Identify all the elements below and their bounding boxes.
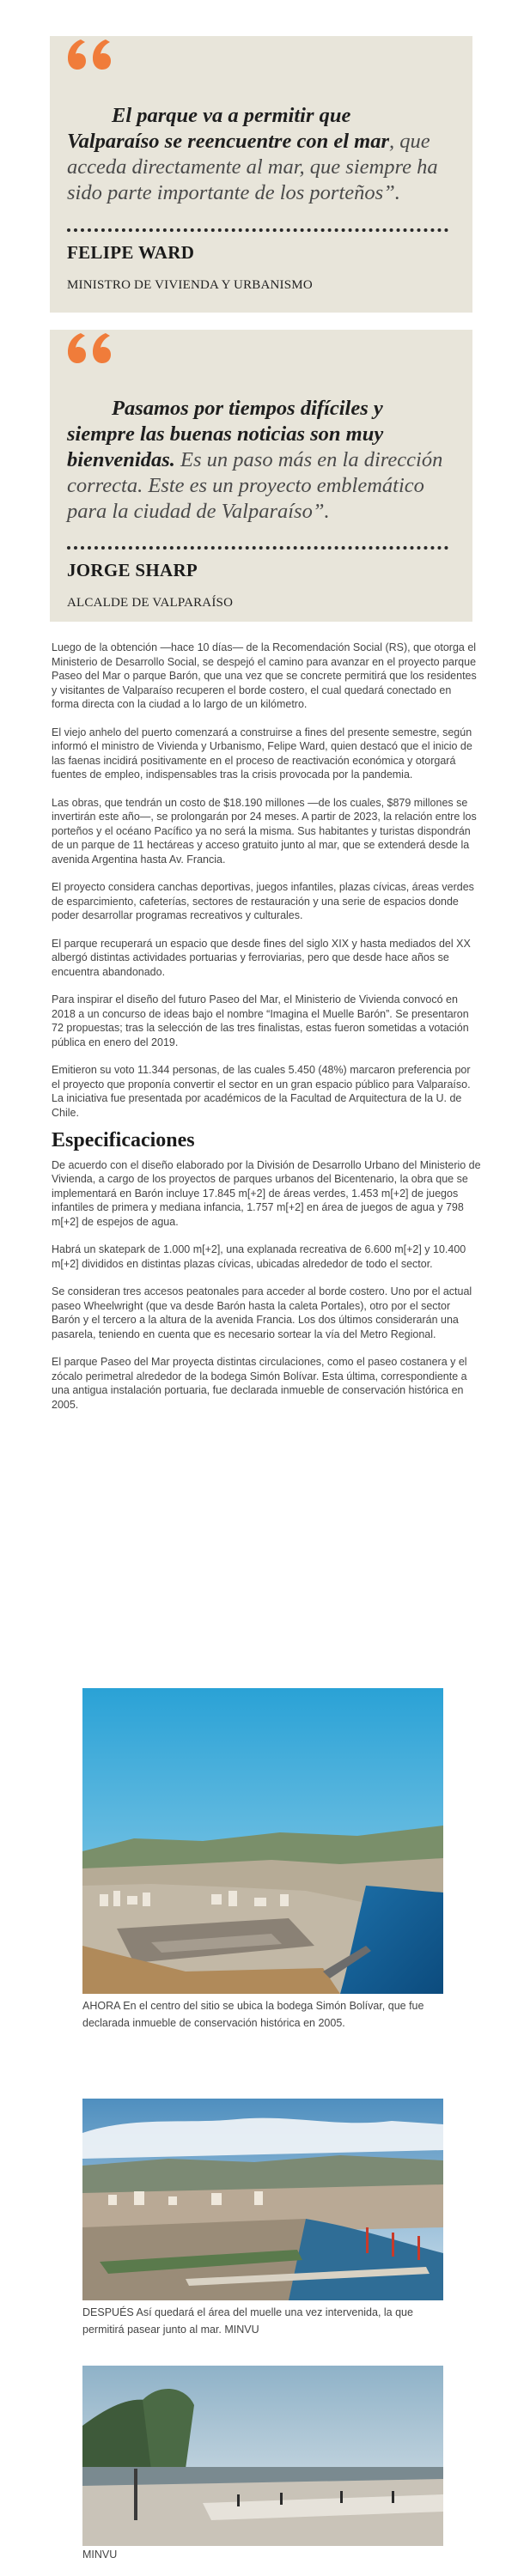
quote-highlight: El parque va a permitir que Valparaíso se reencuentre con el mar <box>67 104 389 153</box>
quote-highlight: Pasamos por tiempos difíciles y siempre las buenas noticias son muy bienvenidas. <box>67 397 384 471</box>
section-title: Especificaciones <box>52 1129 195 1151</box>
article-paragraph: El proyecto considera canchas deportivas, juegos infantiles, plazas cívicas, áreas verdes de esparcimiento, cafeterías, sectores de restauración y una serie de espacios donde poder desarrollar programas recreativos y culturales. <box>52 881 474 921</box>
photo-caption: DESPUÉS Así quedará el área del muelle una vez intervenida, la que permitirá pasear junto al mar. MINVU <box>82 2306 413 2336</box>
article-paragraph: El parque recuperará un espacio que desde fines del siglo XIX y hasta mediados del XX albergó distintas actividades portuarias y ferroviarias, pero que desde hace años se encuentra abandonado. <box>52 937 471 978</box>
quote-divider <box>67 546 448 550</box>
spec-paragraph: Se consideran tres accesos peatonales para acceder al borde costero. Uno por el actual paseo Wheelwright (que va desde Barón hasta la caleta Portales), otro por el sector Barón y el tercero a la altura de la avenida Francia. Los dos últimos considerarán una pasarela, teniendo en cuenta que es necesario sortear la vía del Metro Regional. <box>52 1285 472 1340</box>
article-paragraph: El viejo anhelo del puerto comenzará a construirse a fines del presente semestre, según informó el ministro de Vivienda y Urbanismo, Felipe Ward, quien destacó que el inicio de las faenas incidirá positivamente en el proceso de reactivación económica y otorgará fuentes de empleo, indispensables tras la crisis provocada por la pandemia. <box>52 726 472 781</box>
article-paragraph: Las obras, que tendrán un costo de $18.190 millones —de los cuales, $879 millones se invertirán este año—, se prolongarán por 24 meses. A partir de 2023, la relación entre los porteños y el océano Pacífico ya no será la misma. Sus habitantes y turistas dispondrán de un parque de 11 hectáreas y acceso gratuito junto al mar, que se extenderá desde la avenida Argentina hasta Av. Francia. <box>52 796 477 866</box>
quote-box-ward <box>50 36 472 313</box>
quote-continuation: , que acceda directamente al mar, que siempre ha sido parte importante de los porteños”. <box>67 130 438 204</box>
article-paragraph: Para inspirar el diseño del futuro Paseo del Mar, el Ministerio de Vivienda convocó en 2018 a un concurso de ideas bajo el nombre “Imagina el Muelle Barón”. Se presentaron 72 propuestas; tras la selección de las tres finalistas, estas fueron sometidas a votación pública en enero del 2019. <box>52 993 469 1048</box>
photo-caption: MINVU <box>82 2549 118 2561</box>
photo-rendering-after <box>82 2099 443 2300</box>
article-body <box>52 641 481 1425</box>
photo-promenade <box>82 2366 443 2546</box>
quote-box-sharp <box>50 330 472 622</box>
article-paragraph: Emitieron su voto 11.344 personas, de las cuales 5.450 (48%) marcaron preferencia por el proyecto que proponía convertir el sector en un gran espacio público para Valparaíso. La iniciativa fue presentada por académicos de la Facultad de Arquitectura de la U. de Chile. <box>52 1064 471 1119</box>
quote-author-role: MINISTRO DE VIVIENDA Y URBANISMO <box>67 278 313 292</box>
quote-text <box>67 103 448 206</box>
quote-author-role: ALCALDE DE VALPARAÍSO <box>67 596 234 610</box>
quote-author-name: FELIPE WARD <box>67 242 195 263</box>
photo-caption: AHORA En el centro del sitio se ubica la bodega Simón Bolívar, que fue declarada inmueble de conservación histórica en 2005. <box>82 2000 424 2029</box>
spec-paragraph: De acuerdo con el diseño elaborado por la División de Desarrollo Urbano del Ministerio de Vivienda, a cargo de los proyectos de parques urbanos del Bicentenario, la obra que se implementará en Barón incluye 17.845 m[+2] de áreas verdes, 1.453 m[+2] de juegos infantiles de primera y mediana infancia, 1.757 m[+2] en área de juegos de agua y 798 m[+2] de espejos de agua. <box>52 1158 481 1228</box>
quote-continuation: Es un paso más en la dirección correcta. Este es un proyecto emblemático para la ciudad de Valparaíso”. <box>67 448 443 523</box>
quote-text <box>67 396 448 525</box>
aerial-photo-image <box>82 1688 443 1994</box>
promenade-photo-image <box>82 2366 443 2546</box>
photo-aerial-current <box>82 1688 443 1994</box>
quote-mark-icon <box>65 330 117 374</box>
quote-author-name: JORGE SHARP <box>67 560 198 580</box>
spec-paragraph: El parque Paseo del Mar proyecta distintas circulaciones, como el paseo costanera y el zócalo perimetral alrededor de la bodega Simón Bolívar. Esta última, correspondiente a una antigua instalación portuaria, fue declarada inmueble de conservación histórica en 2005. <box>52 1356 467 1411</box>
spec-paragraph: Habrá un skatepark de 1.000 m[+2], una explanada recreativa de 6.600 m[+2] y 10.400 m[+2] divididos en distintas plazas cívicas, ubicadas alrededor de todo el sector. <box>52 1243 466 1270</box>
quote-mark-icon <box>65 36 117 81</box>
quote-divider <box>67 228 448 232</box>
article-paragraph: Luego de la obtención —hace 10 días— de la Recomendación Social (RS), que otorga el Ministerio de Desarrollo Social, se despejó el camino para avanzar en el proyecto parque Paseo del Mar o parque Barón, que una vez que se concrete permitirá que los residentes y visitantes de Valparaíso recuperen el borde costero, el cual quedará conectado en forma directa con la ciudad a lo largo de un kilómetro. <box>52 641 477 710</box>
rendering-photo-image <box>82 2099 443 2300</box>
